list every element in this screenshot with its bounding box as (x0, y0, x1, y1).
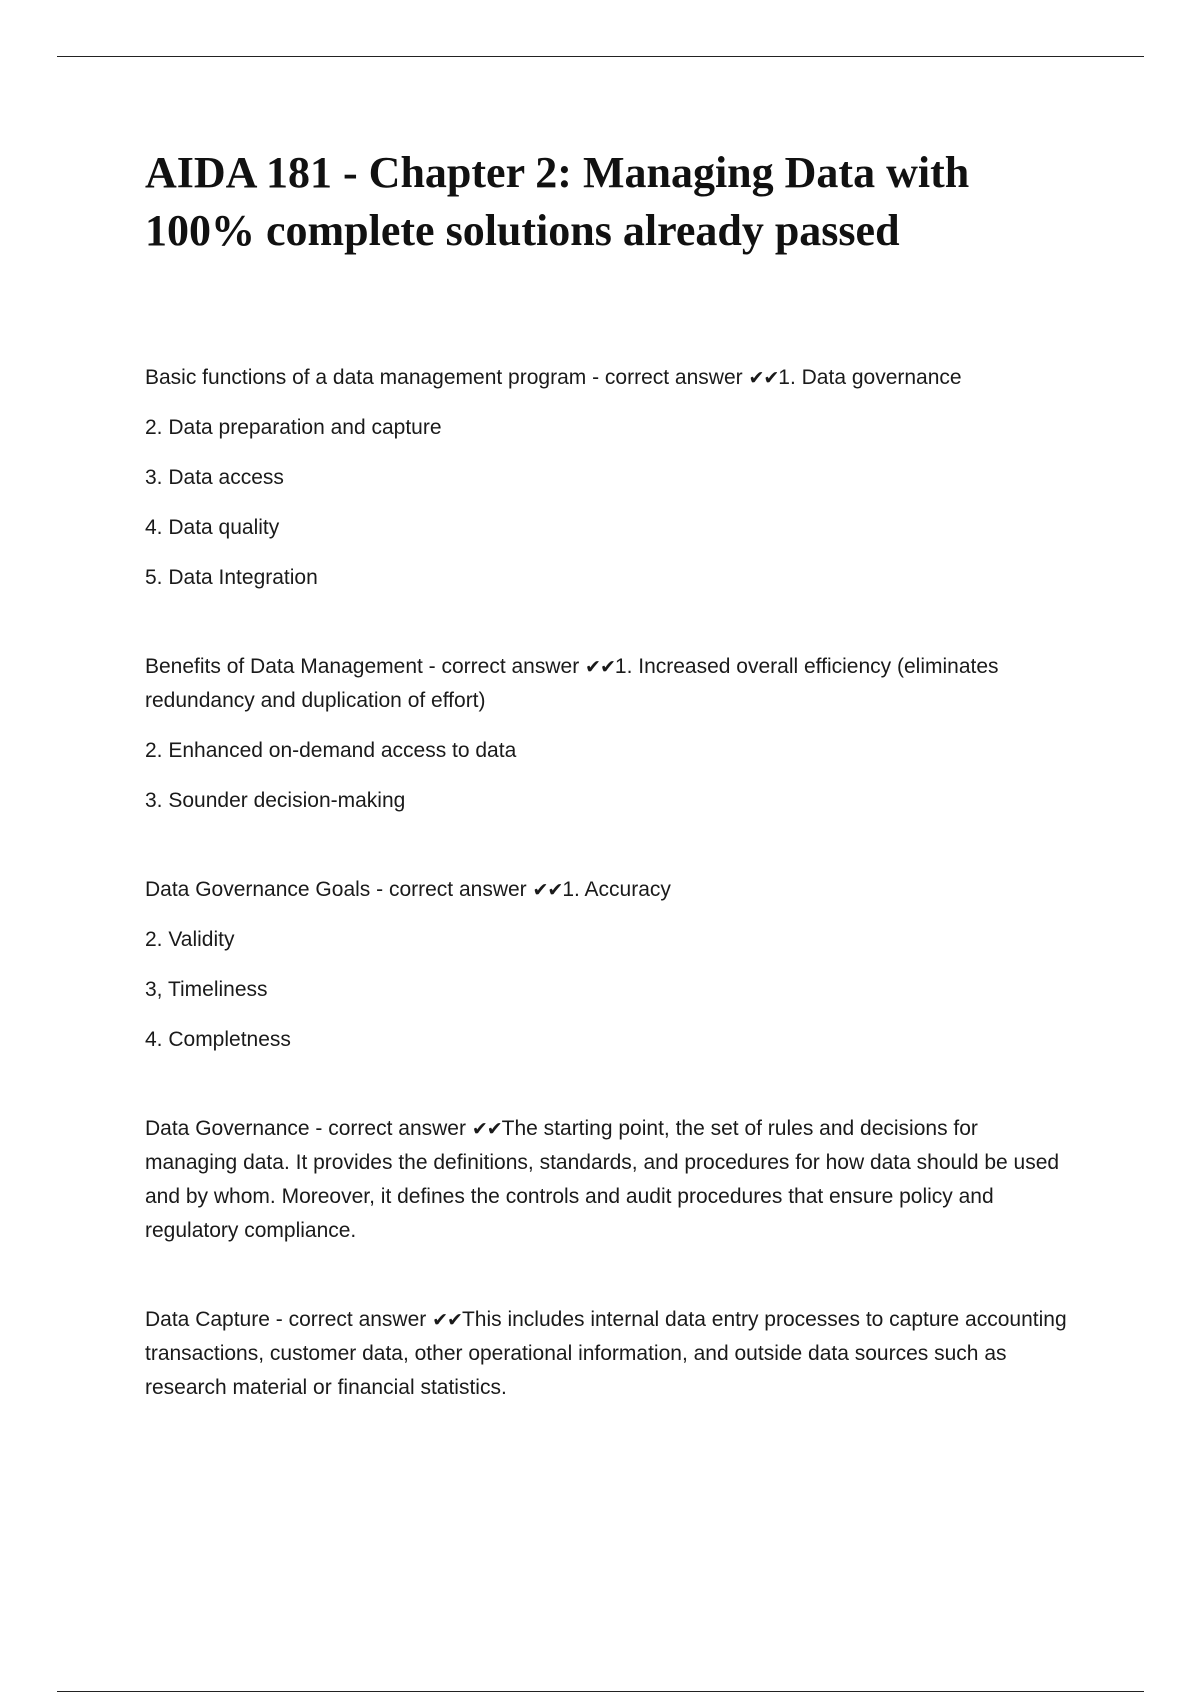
qa-answer-line: 5. Data Integration (145, 566, 318, 589)
qa-prompt: Data Governance Goals - correct answer (145, 878, 533, 901)
qa-item (145, 650, 1075, 818)
qa-prompt: Data Governance - correct answer (145, 1117, 472, 1140)
qa-question-line (145, 1303, 1075, 1405)
qa-question-line (145, 873, 1075, 907)
header-rule (57, 56, 1144, 57)
qa-answer: The starting point, the set of rules and decisions for managing data. It provides the definitions, standards, and procedures for how data should be used and by whom. Moreover, it defines the controls and audit procedures that ensure policy and regulatory compliance. (145, 1117, 1060, 1242)
check-marks-icon: ✔✔ (585, 656, 615, 678)
qa-answer-line: 2. Enhanced on-demand access to data (145, 739, 517, 762)
qa-prompt: Benefits of Data Management - correct answer (145, 655, 586, 678)
qa-answer-line: 4. Data quality (145, 516, 280, 539)
qa-prompt: Data Capture - correct answer (145, 1308, 433, 1331)
qa-answer-line: 3, Timeliness (145, 978, 268, 1001)
qa-answer-line: 3. Data access (145, 466, 284, 489)
qa-item (145, 873, 1075, 1057)
qa-item (145, 1112, 1075, 1248)
qa-answer-line: 3. Sounder decision-making (145, 789, 406, 812)
check-marks-icon: ✔✔ (471, 1118, 502, 1140)
qa-answer-line: 2. Data preparation and capture (145, 416, 442, 439)
qa-answer: This includes internal data entry processes to capture accounting transactions, customer data, other operational information, and outside data sources such as research material or financial statistics. (145, 1308, 1067, 1399)
qa-answer: 1. Accuracy (562, 878, 671, 901)
qa-answer: 1. Data governance (778, 366, 962, 389)
qa-answer: 1. Increased overall efficiency (eliminates redundancy and duplication of effort) (145, 655, 999, 712)
qa-prompt: Basic functions of a data management program - correct answer (145, 366, 749, 389)
qa-item (145, 361, 1075, 595)
qa-question-line (145, 1112, 1075, 1248)
qa-answer-line: 2. Validity (145, 928, 235, 951)
document-title: AIDA 181 - Chapter 2: Managing Data with 100% complete solutions already passed (145, 148, 970, 255)
document-body (145, 144, 1075, 1421)
check-marks-icon: ✔✔ (532, 879, 563, 901)
check-marks-icon: ✔✔ (432, 1309, 462, 1331)
qa-question-line (145, 650, 1075, 718)
qa-item (145, 1303, 1075, 1405)
qa-answer-line: 4. Completness (145, 1028, 291, 1051)
check-marks-icon: ✔✔ (748, 367, 779, 389)
qa-question-line (145, 361, 1075, 395)
footer-rule (57, 1691, 1144, 1692)
